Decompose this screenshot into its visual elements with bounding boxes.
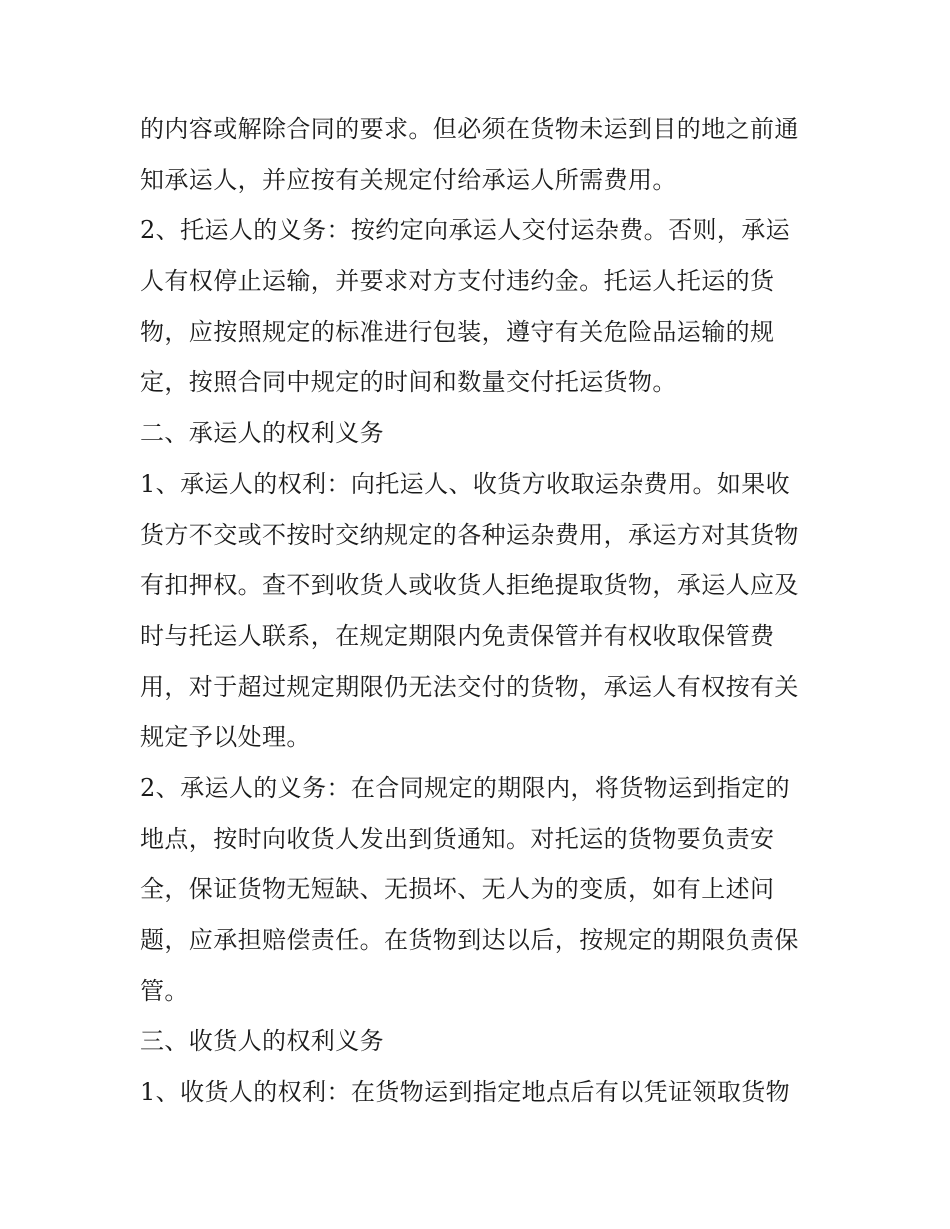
text-line: 人有权停止运输，并要求对方支付违约金。托运人托运的货 bbox=[140, 267, 775, 296]
text-line: 定，按照合同中规定的时间和数量交付托运货物。 bbox=[140, 368, 677, 397]
text-line: 1、承运人的权利：向托运人、收货方收取运杂费用。如果收 bbox=[140, 469, 791, 498]
text-line: 2、托运人的义务：按约定向承运人交付运杂费。否则，承运 bbox=[140, 216, 791, 245]
text-line: 2、承运人的义务：在合同规定的期限内，将货物运到指定的 bbox=[140, 773, 791, 802]
text-line: 管。 bbox=[140, 976, 189, 1005]
section-heading: 二、承运人的权利义务 bbox=[140, 419, 384, 448]
text-line: 货方不交或不按时交纳规定的各种运杂费用，承运方对其货物 bbox=[140, 520, 799, 549]
text-line: 的内容或解除合同的要求。但必须在货物未运到目的地之前通 bbox=[140, 115, 799, 143]
text-line: 时与托运人联系，在规定期限内免责保管并有权收取保管费 bbox=[140, 621, 775, 650]
text-line: 物，应按照规定的标准进行包装，遵守有关危险品运输的规 bbox=[140, 317, 775, 346]
text-line: 地点，按时向收货人发出到货通知。对托运的货物要负责安 bbox=[140, 824, 775, 853]
text-line: 有扣押权。查不到收货人或收货人拒绝提取货物，承运人应及 bbox=[140, 571, 799, 600]
text-line: 题，应承担赔偿责任。在货物到达以后，按规定的期限负责保 bbox=[140, 926, 799, 954]
text-line: 全，保证货物无短缺、无损坏、无人为的变质，如有上述问 bbox=[140, 875, 775, 904]
text-line: 1、收货人的权利：在货物运到指定地点后有以凭证领取货物 bbox=[140, 1078, 791, 1107]
text-line: 规定予以处理。 bbox=[140, 723, 311, 752]
text-line: 用，对于超过规定期限仍无法交付的货物，承运人有权按有关 bbox=[140, 672, 799, 701]
document-body bbox=[140, 104, 812, 1118]
text-line: 知承运人，并应按有关规定付给承运人所需费用。 bbox=[140, 165, 677, 194]
section-heading: 三、收货人的权利义务 bbox=[140, 1027, 384, 1056]
